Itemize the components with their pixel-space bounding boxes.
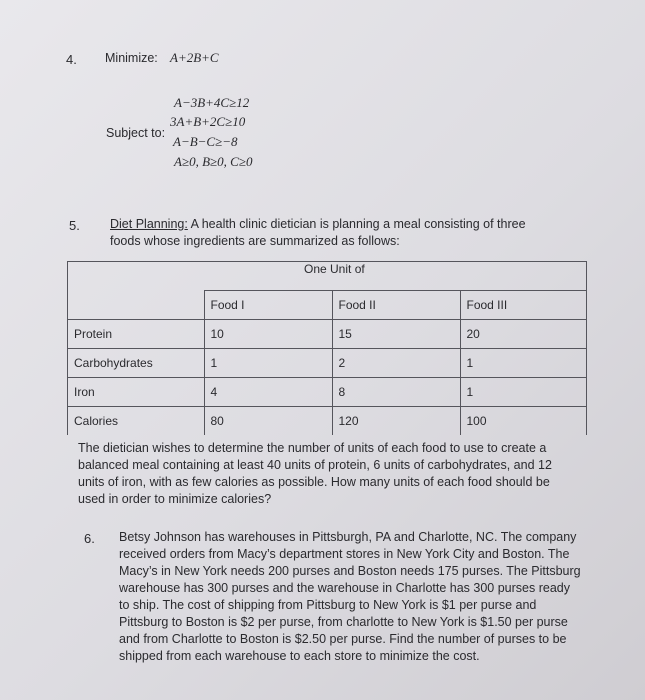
constraint-3: A−B−C≥−8 xyxy=(173,134,238,149)
objective-label: Minimize: xyxy=(105,51,158,65)
problem-6-number: 6. xyxy=(84,531,95,546)
col-food-2: Food II xyxy=(332,291,460,320)
objective-expression: A+2B+C xyxy=(170,50,219,65)
table-cell: 1 xyxy=(204,349,332,378)
table-cell: 100 xyxy=(460,407,587,436)
table-cell: 2 xyxy=(332,349,460,378)
table-cell: 80 xyxy=(204,407,332,436)
nutrition-table xyxy=(67,261,587,435)
table-row xyxy=(68,320,587,349)
table-cell: 20 xyxy=(460,320,587,349)
problem-5-intro xyxy=(110,216,550,250)
constraint-2: 3A+B+2C≥10 xyxy=(170,114,246,129)
table-cell: 15 xyxy=(332,320,460,349)
table-row xyxy=(68,378,587,407)
diet-intro-text: A health clinic dietician is planning a meal consisting of three foods whose ingredients are summarized as follows: xyxy=(110,217,526,248)
problem-4-number: 4. xyxy=(66,52,77,67)
row-label: Protein xyxy=(68,320,205,349)
table-cell: 1 xyxy=(460,378,587,407)
diet-question: The dietician wishes to determine the number of units of each food to use to create a balanced meal containing at least 40 units of protein, 6 units of carbohydrates, and 12 units of iron, with as few calories as possible. How many units of each food should be used in order to minimize calories? xyxy=(78,441,552,506)
blank-header-cell xyxy=(68,291,205,320)
one-unit-of-label: One Unit of xyxy=(304,262,365,276)
row-label: Calories xyxy=(68,407,205,436)
table-cell: 4 xyxy=(204,378,332,407)
table-cell: 10 xyxy=(204,320,332,349)
diet-planning-title: Diet Planning: xyxy=(110,217,188,231)
problem-6-text: Betsy Johnson has warehouses in Pittsburgh, PA and Charlotte, NC. The company received orders from Macy’s department stores in New York City and Boston. The Macy’s in New York needs 200 purses and Boston needs 175 purses. The Pittsburg warehouse has 300 purses and the warehouse in Charlotte has 300 purses ready to ship. The cost of shipping from Pittsburg to New York is $1 per purse and Pittsburg to Boston is $2 per purse, from charlotte to New York is $1.50 per purse and from Charlotte to Boston is $2.50 per purse. Find the number of purses to be shipped from each warehouse to each store to minimize the cost. xyxy=(119,530,581,663)
table-cell: 1 xyxy=(460,349,587,378)
table-column-header-row xyxy=(68,291,587,320)
table-row xyxy=(68,349,587,378)
table-cell: 8 xyxy=(332,378,460,407)
constraint-1: A−3B+4C≥12 xyxy=(174,95,250,110)
group-header-cell xyxy=(204,262,587,291)
problem-5-number: 5. xyxy=(69,218,80,233)
subject-to-label: Subject to: xyxy=(106,126,166,140)
table-group-header-row xyxy=(68,262,587,291)
row-label: Carbohydrates xyxy=(68,349,205,378)
col-food-1: Food I xyxy=(204,291,332,320)
col-food-3: Food III xyxy=(460,291,587,320)
row-label: Iron xyxy=(68,378,205,407)
constraint-nonneg: A≥0, B≥0, C≥0 xyxy=(174,154,253,169)
table-cell: 120 xyxy=(332,407,460,436)
table-corner xyxy=(68,262,205,291)
table-row xyxy=(68,407,587,436)
